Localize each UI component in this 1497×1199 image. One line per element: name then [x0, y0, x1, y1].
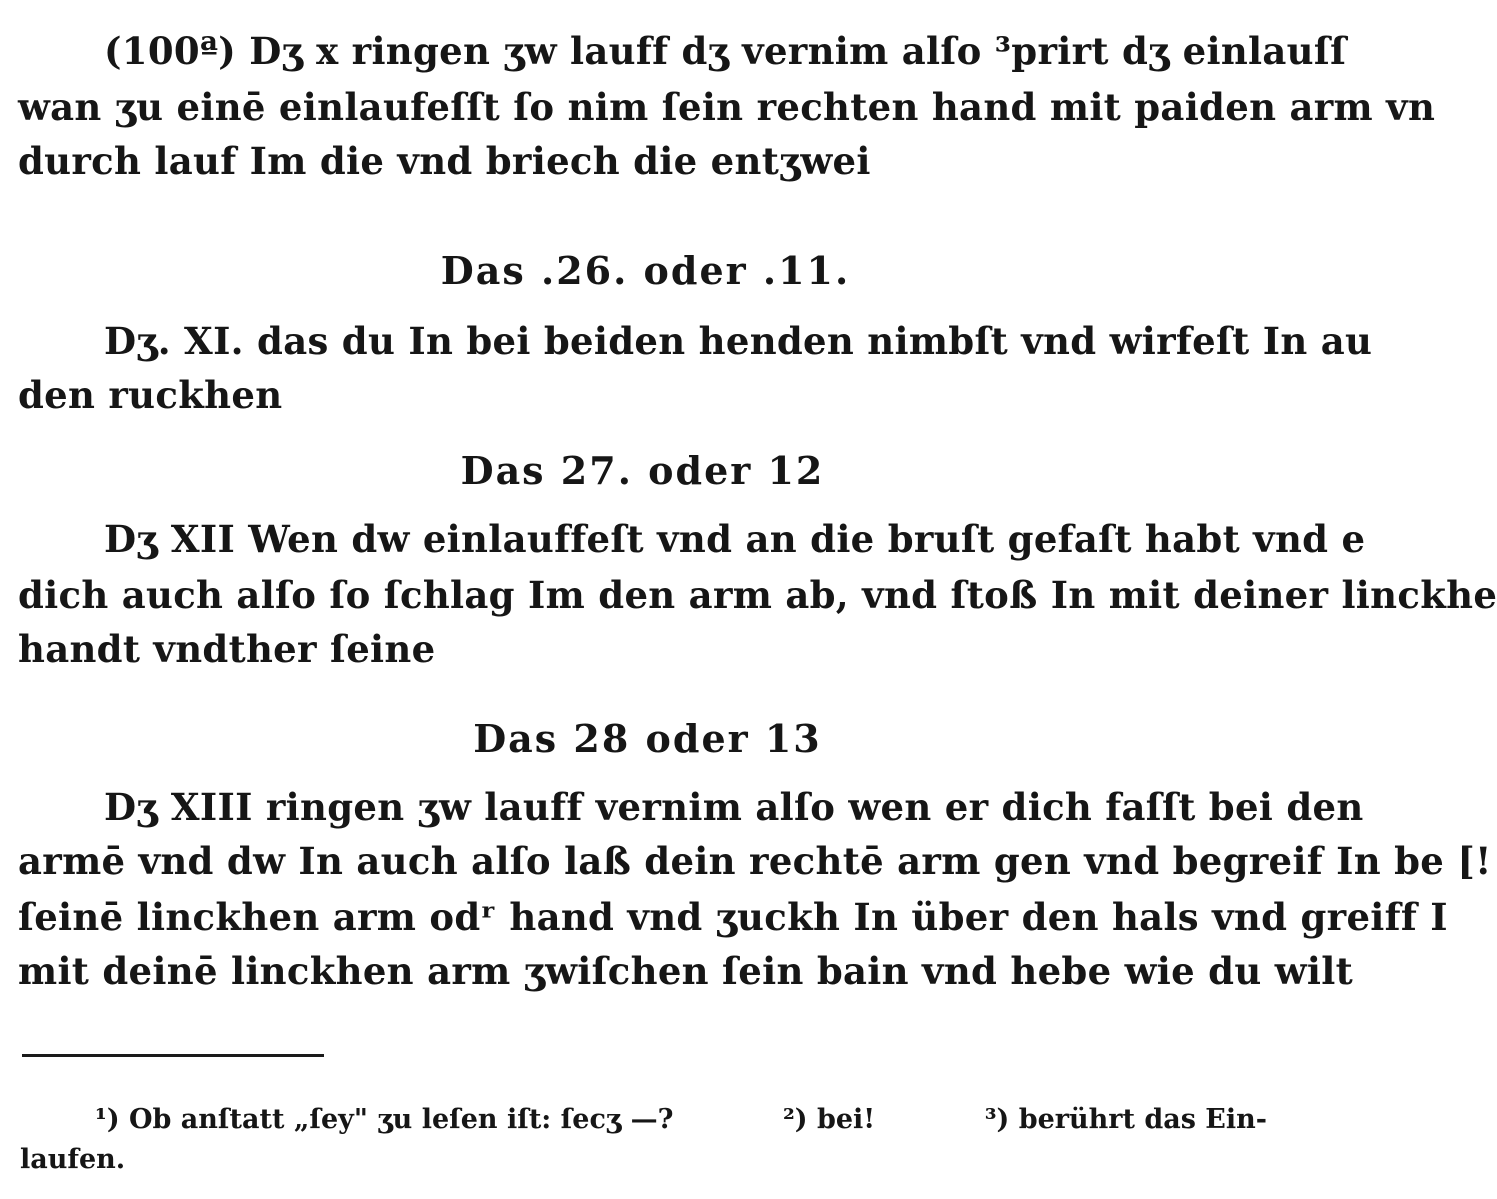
paragraph-2-line-2: den ruckhen	[18, 373, 283, 417]
paragraph-3-line-1: Dʒ XII Wen dw einlauffeſt vnd an die bruſt gefaſt habt vnd e	[104, 517, 1366, 561]
footnote-3: ³) berührt das Ein-	[984, 1104, 1267, 1135]
paragraph-4-line-2: armē vnd dw In auch alſo laß dein rechtē arm gen vnd begreif In be [!	[18, 839, 1492, 883]
paragraph-1-line-3: durch lauf Im die vnd briech die entʒwei	[18, 139, 871, 183]
footnotes-line-1	[95, 1100, 1267, 1140]
section-heading-28: Das 28 oder 13	[473, 716, 822, 761]
paragraph-1-line-2: wan ʒu einē einlaufeſſt ſo nim ſein rechten hand mit paiden arm vn	[18, 85, 1436, 129]
paragraph-3-line-2: dich auch alſo ſo ſchlag Im den arm ab, vnd ſtoß In mit deiner linckhe	[18, 573, 1497, 617]
footnote-2: ²) bei!	[782, 1104, 876, 1135]
paragraph-2-line-1: Dʒ. XI. das du In bei beiden henden nimbſt vnd wirfeſt In au	[104, 319, 1373, 363]
footnote-3-continuation: laufen.	[20, 1144, 126, 1175]
paragraph-1-line-1: (100ª) Dʒ x ringen ʒw lauff dʒ vernim alſo ³prirt dʒ einlauſſ	[104, 29, 1347, 73]
footnote-1: ¹) Ob anſtatt „ſey" ʒu leſen iſt: ſecʒ —?	[95, 1104, 674, 1135]
section-heading-26: Das .26. oder .11.	[440, 248, 851, 293]
paragraph-4-line-3: ſeinē linckhen arm odʳ hand vnd ʒuckh In über den hals vnd greiff I	[18, 895, 1448, 939]
paragraph-3-line-3: handt vndther ſeine	[18, 627, 436, 671]
section-heading-27: Das 27. oder 12	[460, 448, 825, 493]
paragraph-4-line-4: mit deinē linckhen arm ʒwiſchen ſein bain vnd hebe wie du wilt	[18, 949, 1353, 993]
paragraph-4-line-1: Dʒ XIII ringen ʒw lauff vernim alſo wen er dich faſſt bei den	[104, 785, 1364, 829]
footnote-divider	[22, 1054, 324, 1057]
